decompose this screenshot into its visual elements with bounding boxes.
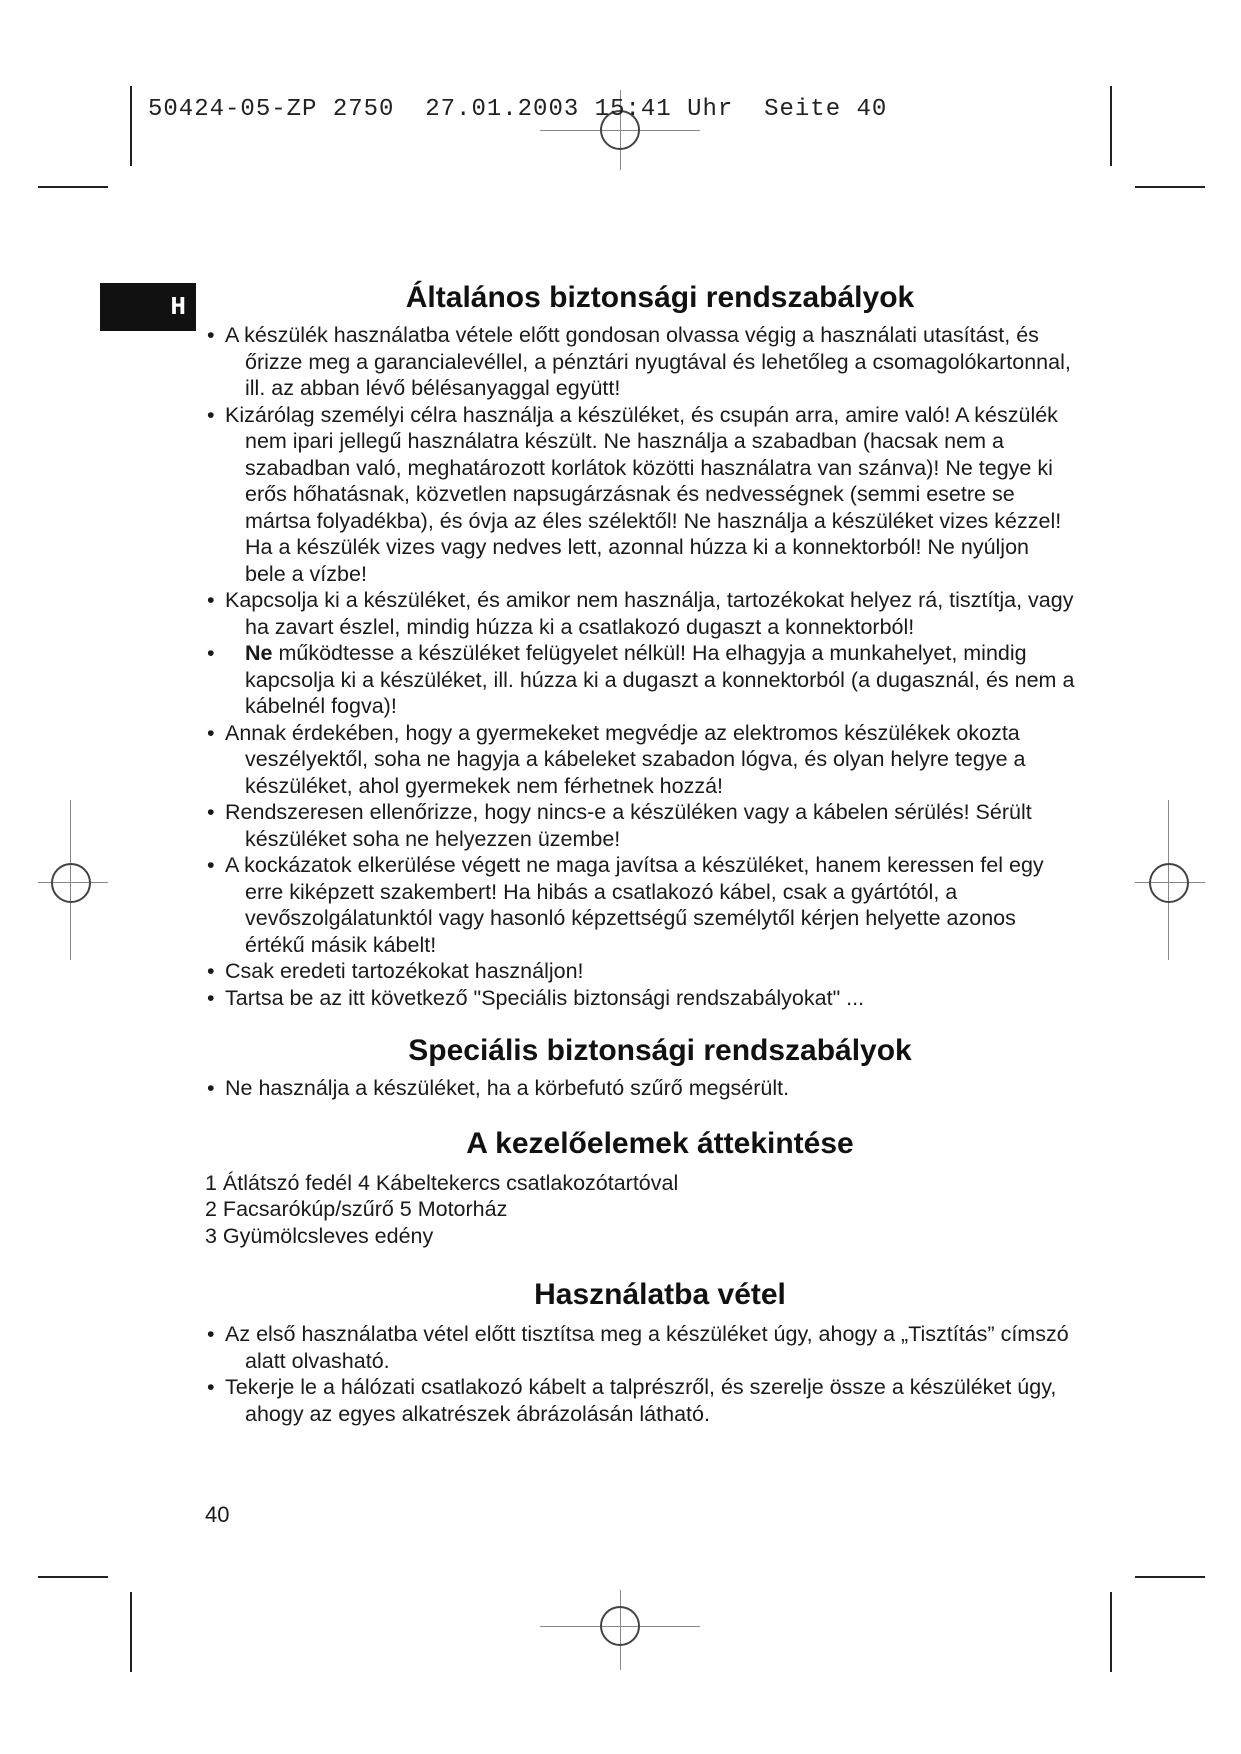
list-item: • Ne működtesse a készüléket felügyelet nélkül! Ha elhagyja a munkahelyet, mindig kapcsolja ki a készüléket, ill. húzza ki a dugaszt a konnektorból (a dugasznál, és nem a kábelnél fogva)! — [207, 641, 1075, 718]
crop-mark-bottom-left-h — [38, 1576, 108, 1578]
list-item: • Tekerje le a hálózati csatlakozó kábelt a talprészről, és szerelje össze a készüléket úgy, ahogy az egyes alkatrészek ábrázolásán látható. — [207, 1375, 1057, 1426]
crop-mark-top-right-v — [1110, 86, 1112, 166]
crop-mark-bottom-left-v — [130, 1592, 132, 1672]
control-line: 1 Átlátszó fedél 4 Kábeltekercs csatlakozótartóval — [205, 1170, 679, 1195]
crop-mark-top-left-v — [130, 86, 132, 166]
reg-mark-right-circle — [1149, 863, 1189, 903]
crop-mark-top-left-h — [38, 186, 108, 188]
reg-mark-left-circle — [51, 863, 91, 903]
list-item: • Az első használatba vétel előtt tisztítsa meg a készüléket úgy, ahogy a „Tisztítás” címszó alatt olvasható. — [207, 1322, 1069, 1373]
list-item: • Tartsa be az itt következő "Speciális biztonsági rendszabályokat" ... — [207, 985, 865, 1010]
list-item: • A készülék használatba vétele előtt gondosan olvassa végig a használati utasítást, és őrizze meg a garancialevéllel, a pénztári nyugtával és lehetőleg a csomagolókartonnal, ill. az abban lévő bélésanyaggal együtt! — [207, 323, 1071, 400]
print-slug: 50424-05-ZP 2750 27.01.2003 15:41 Uhr Seite 40 — [148, 96, 888, 123]
page-number: 40 — [205, 1502, 230, 1527]
crop-mark-bottom-right-h — [1135, 1576, 1205, 1578]
list-item: • Rendszeresen ellenőrizze, hogy nincs-e a készüléken vagy a kábelen sérülés! Sérült készüléket soha ne helyezzen üzembe! — [207, 800, 1032, 851]
controls-list — [205, 1170, 1075, 1250]
general-safety-title: Általános biztonsági rendszabályok — [405, 281, 915, 314]
list-item: • A kockázatok elkerülése végett ne maga javítsa a készüléket, hanem keressen fel egy erre kiképzett szakembert! Ha hibás a csatlakozó kábel, csak a gyártótól, a vevőszolgálatunktól vagy hasonló képzettségű személytől kérjen helyette azonos értékű másik kábelt! — [207, 853, 1044, 957]
general-safety-list — [205, 322, 1075, 1011]
control-line: 3 Gyümölcsleves edény — [205, 1223, 434, 1248]
list-item: • Annak érdekében, hogy a gyermekeket megvédje az elektromos készülékek okozta veszélyektől, soha ne hagyja a kábeleket szabadon lógva, és olyan helyre tegye a készüléket, ahol gyermekek nem férhetnek hozzá! — [207, 720, 1026, 798]
crop-mark-bottom-right-v — [1110, 1592, 1112, 1672]
list-item: • Ne használja a készüléket, ha a körbefutó szűrő megsérült. — [207, 1076, 790, 1100]
list-item: • Kizárólag személyi célra használja a készüléket, és csupán arra, amire való! A készülék nem ipari jellegű használatra készült. Ne használja a szabadban (hacsak nem a szabadban való, meghatározott korlátok közötti használatra van szánva)! Ne tegye ki erős hőhatásnak, közvetlen napsugárzásnak és nedvességnek (semmi esetre se mártsa folyadékba), és óvja az éles szélektől! Ne használja a készüléket vizes kézzel! Ha a készülék vizes vagy nedves lett, azonnal húzza ki a konnektorból! Ne nyúljon bele a vízbe! — [207, 402, 1062, 586]
special-safety-title: Speciális biztonsági rendszabályok — [408, 1034, 912, 1067]
startup-title: Használatba vétel — [534, 1278, 786, 1311]
language-tab: H — [100, 283, 196, 331]
list-item: • Csak eredeti tartozékokat használjon! — [207, 959, 584, 983]
page-content — [205, 278, 1075, 1427]
reg-mark-bottom-circle — [600, 1606, 640, 1646]
control-line: 2 Facsarókúp/szűrő 5 Motorház — [205, 1197, 508, 1221]
list-item: • Kapcsolja ki a készüléket, és amikor nem használja, tartozékokat helyez rá, tisztítja, vagy ha zavart észlel, mindig húzza ki a csatlakozó dugaszt a konnektorból! — [207, 588, 1074, 639]
startup-list — [205, 1321, 1075, 1427]
controls-title: A kezelőelemek áttekintése — [466, 1126, 854, 1160]
special-safety-list — [205, 1075, 1075, 1102]
crop-mark-top-right-h — [1135, 186, 1205, 188]
bold-ne: Ne — [245, 641, 273, 665]
